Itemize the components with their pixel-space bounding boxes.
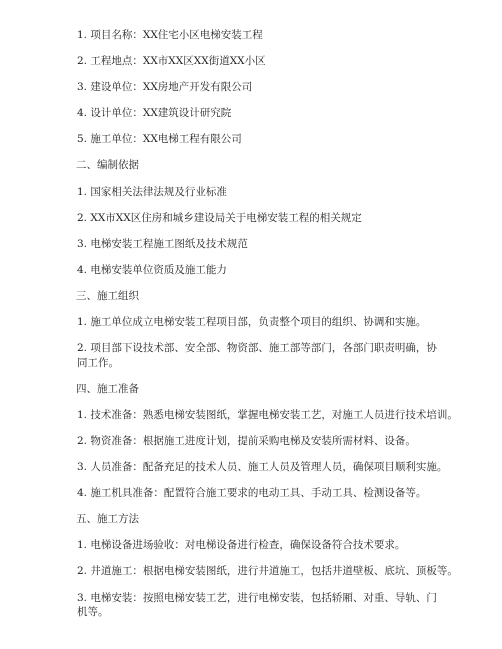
method-item: 2. 井道施工：根据电梯安装图纸，进行井道施工，包括井道壁板、底坑、顶板等。 (77, 565, 458, 578)
basis-item: 1. 国家相关法律法规及行业标准 (77, 185, 227, 198)
section-heading-organization: 三、施工组织 (76, 289, 139, 302)
preparation-item: 4. 施工机具准备：配置符合施工要求的电动工具、手动工具、检测设备等。 (77, 487, 427, 500)
section-heading-basis: 二、编制依据 (76, 159, 139, 172)
preparation-item: 1. 技术准备：熟悉电梯安装图纸，掌握电梯安装工艺，对施工人员进行技术培训。 (77, 408, 458, 421)
basis-item: 3. 电梯安装工程施工图纸及技术规范 (77, 237, 248, 250)
preparation-item: 2. 物资准备：根据施工进度计划，提前采购电梯及安装所需材料、设备。 (77, 435, 416, 447)
construction-unit-item: 3. 建设单位：XX房地产开发有限公司 (77, 81, 253, 94)
organization-item: 1. 施工单位成立电梯安装工程项目部，负责整个项目的组织、协调和实施。 (77, 316, 427, 329)
section-heading-methods: 五、施工方法 (76, 513, 139, 526)
preparation-item: 3. 人员准备：配备充足的技术人员、施工人员及管理人员，确保项目顺利实施。 (77, 461, 448, 474)
basis-item: 4. 电梯安装单位资质及施工能力 (77, 263, 227, 276)
basis-item: 2. XX市XX区住房和城乡建设局关于电梯安装工程的相关规定 (77, 211, 362, 224)
project-name-item: 1. 项目名称：XX住宅小区电梯安装工程 (77, 29, 263, 41)
organization-item: 2. 项目部下设技术部、安全部、物资部、施工部等部门，各部门职责明确，协同工作。 (77, 342, 437, 369)
method-item: 3. 电梯安装：按照电梯安装工艺，进行电梯安装，包括轿厢、对重、导轨、门机等。 (77, 591, 437, 619)
method-item: 1. 电梯设备进场验收：对电梯设备进行检查，确保设备符合技术要求。 (77, 539, 406, 552)
contractor-item: 5. 施工单位：XX电梯工程有限公司 (77, 133, 242, 146)
design-unit-item: 4. 设计单位：XX建筑设计研究院 (77, 107, 232, 120)
section-heading-preparation: 四、施工准备 (76, 382, 139, 395)
document-body (76, 28, 458, 631)
project-location-item: 2. 工程地点：XX市XX区XX街道XX小区 (77, 55, 266, 68)
